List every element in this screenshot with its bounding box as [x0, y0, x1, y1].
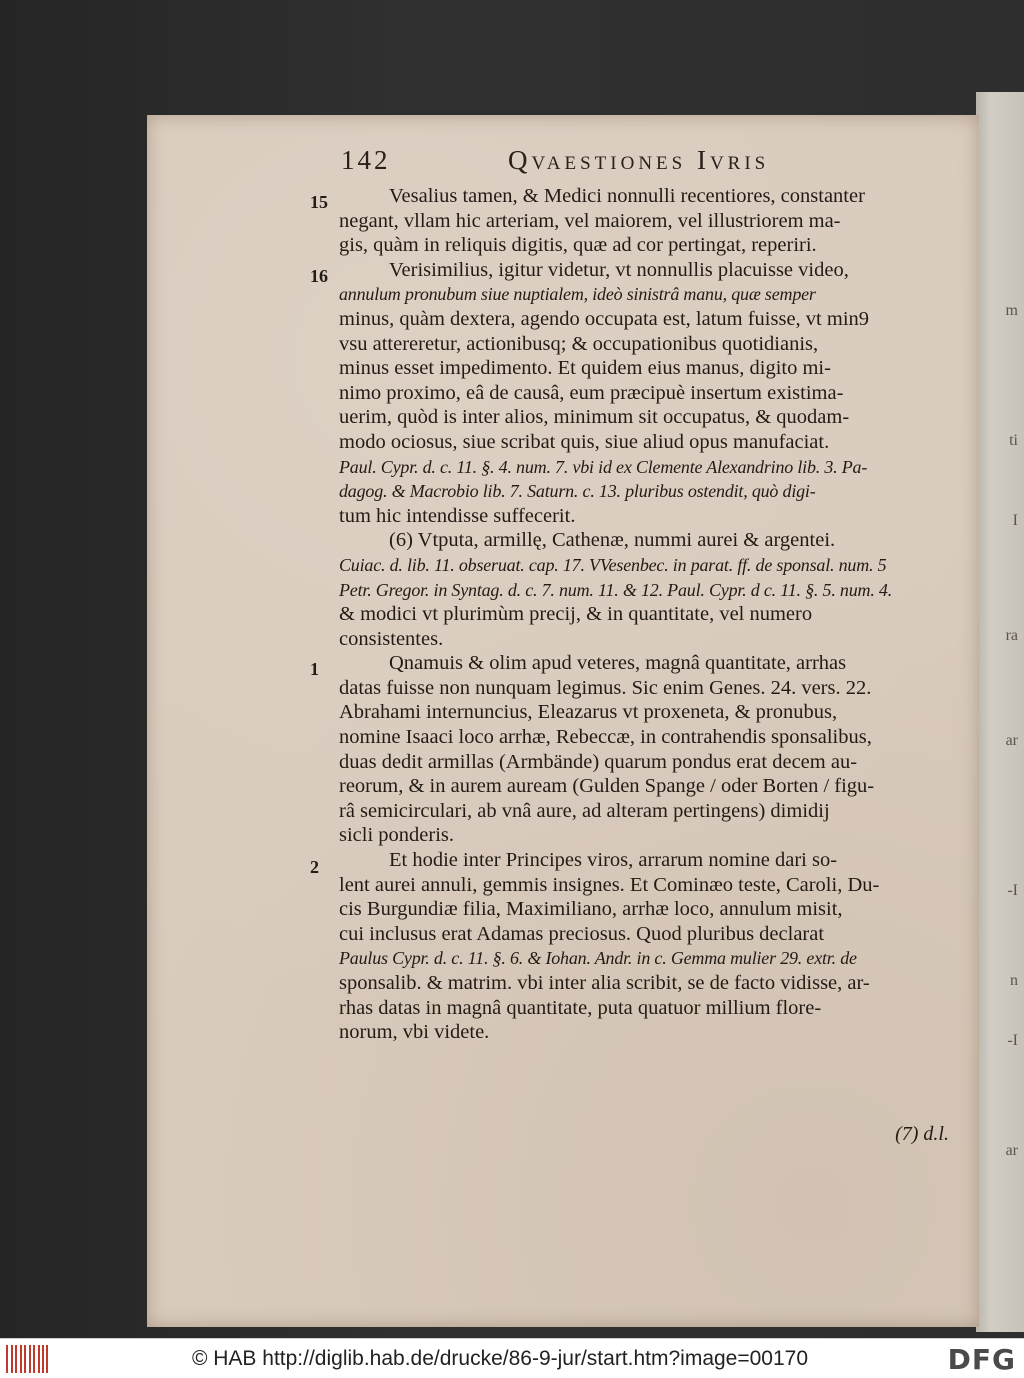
text-line: râ semicirculari, ab vnâ aure, ad alteram pertingens) dimidij [339, 799, 830, 822]
text-line: uerim, quòd is inter alios, minimum sit occupatus, & quodam- [339, 406, 850, 429]
page-number: 142 [341, 145, 391, 175]
text-line: & modici vt plurimùm precij, & in quantitate, vel numero [339, 603, 813, 626]
text-line: gis, quàm in reliquis digitis, quæ ad cor pertingat, reperiri. [339, 234, 817, 257]
text-line: Qnamuis & olim apud veteres, magnâ quantitate, arrhas [389, 652, 847, 675]
text-line: duas dedit armillas (Armbände) quarum pondus erat decem au- [339, 750, 858, 773]
running-title: Qvaestiones Ivris [508, 145, 770, 175]
text-line: sponsalib. & matrim. vbi inter alia scribit, se de facto vidisse, ar- [339, 972, 870, 994]
margin-number: 16 [310, 266, 328, 286]
citation-line: Petr. Gregor. in Syntag. d. c. 7. num. 11. & 12. Paul. Cypr. d c. 11. §. 5. num. 4. [339, 579, 893, 600]
text-line: reorum, & in aurem auream (Gulden Spange / oder Borten / figu- [339, 775, 875, 798]
footnote-line: (6) Vtputa, armillę, Cathenæ, nummi aurei & argentei. [389, 529, 836, 552]
text-line: consistentes. [339, 627, 444, 650]
text-line: minus, quàm dextera, agendo occupata est, latum fuisse, vt min9 [339, 307, 870, 330]
dfg-logo: DFG [947, 1343, 1016, 1376]
citation-line: Paul. Cypr. d. c. 11. §. 4. num. 7. vbi id ex Clemente Alexandrino lib. 3. Pa- [339, 456, 868, 477]
margin-number: 2 [310, 857, 319, 877]
book-page [147, 115, 979, 1327]
text-line: vsu attereretur, actionibusq; & occupationibus quotidianis, [339, 332, 819, 355]
text-line: annulum pronubum siue nuptialem, ideò sinistrâ manu, quæ semper [339, 284, 816, 305]
text-line: negant, vllam hic arteriam, vel maiorem, vel illustriorem ma- [339, 209, 841, 232]
text-line: nomine Isaaci loco arrhæ, Rebeccæ, in contrahendis sponsalibus, [339, 726, 872, 749]
citation-line: Cuiac. d. lib. 11. obseruat. cap. 17. VVesenbec. in parat. ff. de sponsal. num. 5 [339, 554, 887, 575]
page-body [339, 184, 954, 1045]
text-line: nimo proximo, eâ de causâ, eum præcipuè insertum existima- [339, 381, 844, 404]
adjacent-page-fragment: -I [1007, 1032, 1018, 1049]
margin-number: 1 [310, 659, 319, 679]
text-line: tum hic intendisse suffecerit. [339, 504, 576, 527]
text-line: Abrahami internuncius, Eleazarus vt proxeneta, & pronubus, [339, 701, 838, 724]
text-line: cis Burgundiæ filia, Maximiliano, arrhæ loco, annulum misit, [339, 898, 843, 921]
margin-number: 15 [310, 192, 328, 212]
text-line: Verisimilius, igitur videtur, vt nonnullis placuisse video, [389, 258, 849, 281]
adjacent-page-fragment: -I [1007, 882, 1018, 899]
adjacent-page-fragment: I [1012, 512, 1018, 529]
text-line: minus esset impedimento. Et quidem eius manus, digito mi- [339, 357, 831, 380]
adjacent-page-fragment: ar [1005, 1142, 1018, 1159]
text-line: Vesalius tamen, & Medici nonnulli recentiores, constanter [389, 185, 865, 207]
adjacent-page-fragment: ar [1005, 732, 1018, 749]
page-header [147, 145, 979, 177]
text-line: cui inclusus erat Adamas preciosus. Quod pluribus declarat [339, 922, 825, 945]
text-line: Et hodie inter Principes viros, arrarum nomine dari so- [389, 849, 838, 872]
adjacent-page-fragment: ra [1005, 627, 1018, 644]
citation-line: Paulus Cypr. d. c. 11. §. 6. & Iohan. Andr. in c. Gemma mulier 29. extr. de [339, 948, 857, 969]
text-line: rhas datas in magnâ quantitate, puta quatuor millium flore- [339, 996, 822, 1019]
text-line: sicli ponderis. [339, 824, 455, 847]
adjacent-page-fragment: ti [1009, 432, 1018, 449]
citation-line: dagog. & Macrobio lib. 7. Saturn. c. 13. pluribus ostendit, quò digi- [339, 481, 816, 502]
text-line: datas fuisse non nunquam legimus. Sic enim Genes. 24. vers. 22. [339, 676, 872, 699]
text-line: norum, vbi videte. [339, 1021, 490, 1044]
library-logo-icon [6, 1345, 48, 1373]
text-line: modo ociosus, siue scribat quis, siue aliud opus manufaciat. [339, 430, 830, 453]
adjacent-page-fragment: n [1010, 972, 1018, 989]
catchword: (7) d.l. [895, 1123, 949, 1145]
viewer-footer [0, 1338, 1024, 1378]
adjacent-page-fragment: m [1005, 302, 1018, 319]
text-line: lent aurei annuli, gemmis insignes. Et Cominæo teste, Caroli, Du- [339, 873, 880, 896]
adjacent-page-edge [976, 92, 1024, 1332]
copyright-link[interactable]: © HAB http://diglib.hab.de/drucke/86-9-jur/start.htm?image=00170 [191, 1347, 809, 1370]
